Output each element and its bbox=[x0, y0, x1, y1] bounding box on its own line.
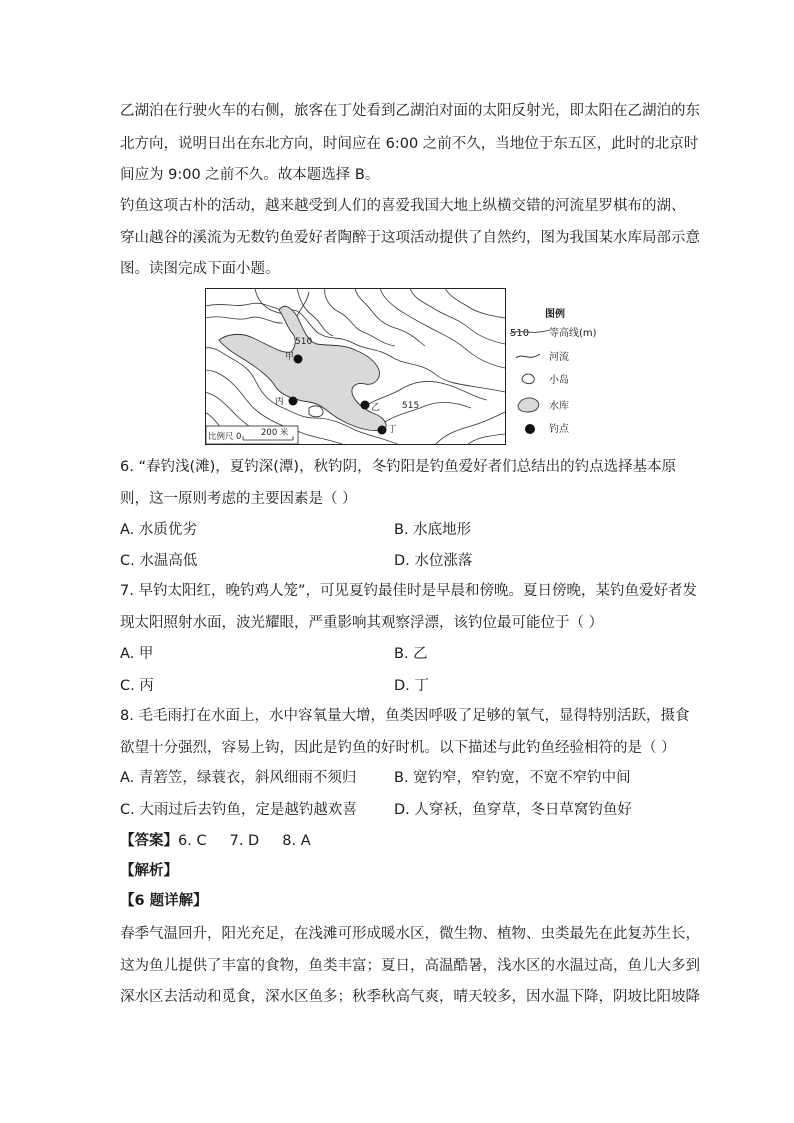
answer-text: 6. C 7. D 8. A bbox=[178, 833, 311, 849]
option-a: A. 甲 bbox=[120, 646, 154, 662]
legend-reservoir: 水库 bbox=[549, 401, 569, 412]
question-text: 6. “春钓浅(滩)，夏钓深(潭)，秋钓阴，冬钓阳是钓鱼爱好者们总结出的钓点选择基本原 bbox=[120, 459, 677, 475]
option-c: C. 水温高低 bbox=[120, 553, 198, 569]
question-text: 则，这一原则考虑的主要因素是（ ） bbox=[120, 491, 357, 507]
scale-zero: 0 bbox=[236, 432, 242, 442]
fishing-point-ding bbox=[378, 426, 387, 435]
answer-line bbox=[120, 831, 311, 851]
text-line: 图。读图完成下面小题。 bbox=[120, 261, 280, 277]
question-text: 欲望十分强烈，容易上钩，因此是钓鱼的好时机。以下描述与此钓鱼经验相符的是（ ） bbox=[120, 740, 676, 756]
option-d: D. 丁 bbox=[394, 678, 429, 694]
text-line: 乙湖泊在行驶火车的右侧，旅客在丁处看到乙湖泊对面的太阳反射光，即太阳在乙湖泊的东 bbox=[120, 103, 700, 119]
text-line: 间应为 9:00 之前不久。故本题选择 B。 bbox=[120, 167, 380, 183]
analysis-label: 【解析】 bbox=[120, 863, 178, 879]
reservoir-symbol-icon bbox=[516, 394, 542, 414]
scale-dist: 200 米 bbox=[261, 428, 289, 438]
answer-label: 【答案】 bbox=[120, 833, 178, 849]
detail-label: 【6 题详解】 bbox=[120, 893, 208, 909]
text-line: 钓鱼这项古朴的活动，越来越受到人们的喜爱我国大地上纵横交错的河流星罗棋布的湖、 bbox=[120, 198, 686, 214]
text-line: 春季气温回升，阳光充足，在浅滩可形成暖水区，微生物、植物、虫类最先在此复苏生长， bbox=[120, 926, 700, 942]
island bbox=[309, 406, 323, 417]
text-line: 穿山越谷的溪流为无数钓鱼爱好者陶醉于这项活动提供了自然约，图为我国某水库局部示意 bbox=[120, 230, 700, 246]
legend-island: 小岛 bbox=[549, 375, 569, 386]
legend-title: 图例 bbox=[545, 309, 565, 320]
question-text: 现太阳照射水面，波光耀眼，严重影响其观察浮漂，该钓位最可能位于（ ） bbox=[120, 615, 604, 631]
text-line: 北方向，说明日出在东北方向，时间应在 6:00 之前不久，当地位于东五区，此时的北京时 bbox=[120, 136, 699, 152]
contour-label-515: 515 bbox=[402, 401, 420, 411]
scale-label: 比例尺 bbox=[208, 432, 234, 442]
point-label-bing: 丙 bbox=[275, 397, 285, 407]
text-line: 深水区去活动和觅食，深水区鱼多；秋季秋高气爽，晴天较多，因水温下降，阴坡比阳坡降 bbox=[120, 989, 700, 1005]
legend-contour: 等高线(m) bbox=[549, 328, 597, 339]
legend-river: 河流 bbox=[549, 352, 569, 363]
map-drawing bbox=[205, 288, 507, 446]
contour-label-510: 510 bbox=[295, 337, 313, 347]
question-text: 7. 早钓太阳红，晚钓鸡人笼”，可见夏钓最佳时是早晨和傍晚。夏日傍晚，某钓鱼爱好者发 bbox=[120, 583, 697, 599]
fishing-point-yi bbox=[361, 401, 370, 410]
text-line: 这为鱼儿提供了丰富的食物，鱼类丰富；夏日，高温酷暑，浅水区的水温过高，鱼儿大多到 bbox=[120, 958, 700, 974]
legend-contour-value: 510 bbox=[510, 328, 530, 339]
legend-fishing: 钓点 bbox=[549, 424, 569, 435]
option-b: B. 宽钓窄，窄钓宽，不宽不窄钓中间 bbox=[394, 770, 631, 786]
option-c: C. 大雨过后去钓鱼，定是越钓越欢喜 bbox=[120, 802, 357, 818]
point-label-jia: 甲 bbox=[285, 352, 295, 362]
fishing-point-jia bbox=[294, 355, 303, 364]
point-label-ding: 丁 bbox=[388, 425, 398, 435]
river-symbol-icon bbox=[516, 348, 540, 364]
map-legend bbox=[510, 300, 680, 450]
option-b: B. 水底地形 bbox=[394, 522, 472, 538]
option-d: D. 水位涨落 bbox=[394, 553, 473, 569]
option-b: B. 乙 bbox=[394, 646, 428, 662]
option-c: C. 丙 bbox=[120, 678, 154, 694]
fishing-point-symbol-icon bbox=[523, 422, 537, 436]
reservoir-map bbox=[205, 288, 507, 450]
fishing-point-bing bbox=[289, 397, 298, 406]
point-label-yi: 乙 bbox=[371, 403, 381, 413]
contour-symbol-icon bbox=[510, 324, 550, 340]
option-a: A. 青箬笠，绿蓑衣，斜风细雨不须归 bbox=[120, 770, 357, 786]
option-a: A. 水质优劣 bbox=[120, 522, 197, 538]
option-d: D. 人穿袄，鱼穿草，冬日草窝钓鱼好 bbox=[394, 802, 632, 818]
question-text: 8. 毛毛雨打在水面上，水中容氧量大增，鱼类因呼吸了足够的氧气，显得特别活跃，摄食 bbox=[120, 708, 690, 724]
island-symbol-icon bbox=[518, 370, 540, 388]
